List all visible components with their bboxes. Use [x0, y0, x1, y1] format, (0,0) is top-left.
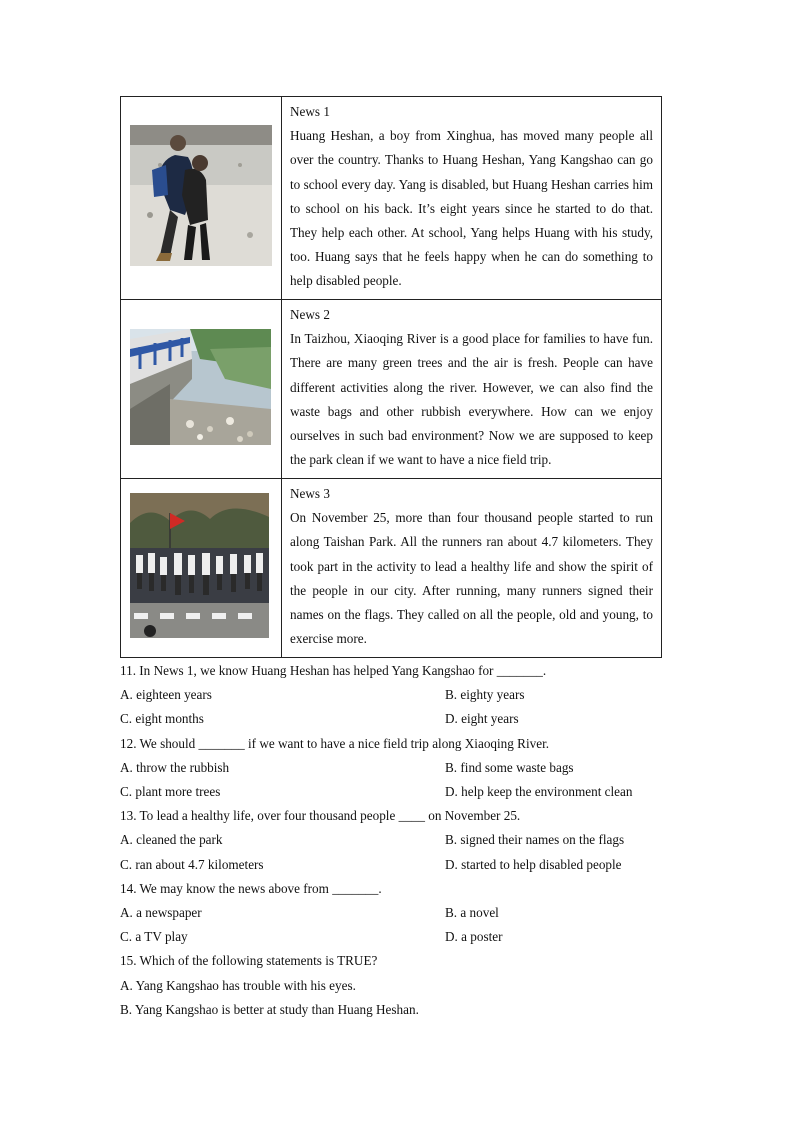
questions-section [120, 659, 660, 1022]
river-bridge-photo [130, 329, 271, 445]
question-14-options-row-1 [120, 901, 660, 925]
question-12-option-a: A. throw the rubbish [120, 759, 230, 775]
news-row-1 [121, 97, 662, 300]
news-2-image-cell [121, 300, 282, 479]
news-row-2 [121, 300, 662, 479]
question-14-option-b: B. a novel [445, 905, 499, 921]
news-3-text-cell [282, 479, 662, 658]
question-11-option-d: D. eight years [445, 711, 519, 727]
question-12-option-b: B. find some waste bags [445, 759, 574, 775]
question-12-stem: 12. We should _______ if we want to have a nice field trip along Xiaoqing River. [120, 735, 550, 751]
news-2-title: News 2 [290, 307, 330, 322]
question-12-options-row-2 [120, 780, 660, 804]
news-3-title: News 3 [290, 486, 330, 501]
marathon-runners-photo [130, 493, 269, 638]
question-14-options-row-2 [120, 925, 660, 949]
question-11-stem: 11. In News 1, we know Huang Heshan has helped Yang Kangshao for _______. [120, 663, 547, 678]
question-14-option-d: D. a poster [445, 929, 503, 945]
question-15-option-a: A. Yang Kangshao has trouble with his eyes. [120, 977, 356, 993]
question-11-option-a: A. eighteen years [120, 687, 212, 703]
news-1-body: Huang Heshan, a boy from Xinghua, has moved many people all over the country. Thanks to Huang Heshan, Yang Kangshao can go to school every day. Yang is disabled, but Huang Heshan carries him to school on his back. It’s eight years since he started to do that. They help each other. At school, Yang helps Huang with his study, too. Huang says that he feels happy when he can do something to help disabled people. [290, 128, 653, 289]
news-1-image-cell [121, 97, 282, 300]
question-12-options-row-1 [120, 756, 660, 780]
question-11-options-row-2 [120, 707, 660, 731]
news-3-image-cell [121, 479, 282, 658]
news-table [120, 96, 662, 658]
question-11-option-c: C. eight months [120, 711, 204, 727]
question-14-stem: 14. We may know the news above from _______. [120, 880, 382, 896]
news-2-text-cell [282, 300, 662, 479]
question-13-option-d: D. started to help disabled people [445, 856, 622, 872]
question-13-option-c: C. ran about 4.7 kilometers [120, 856, 264, 872]
question-14-option-a: A. a newspaper [120, 905, 202, 921]
question-15-stem: 15. Which of the following statements is TRUE? [120, 953, 378, 969]
news-1-title: News 1 [290, 104, 330, 119]
question-12-option-d: D. help keep the environment clean [445, 784, 633, 800]
question-13-options-row-1 [120, 828, 660, 852]
news-2-body: In Taizhou, Xiaoqing River is a good place for families to have fun. There are many green trees and the air is fresh. People can have different activities along the river. However, we can also find the waste bags and other rubbish everywhere. How can we enjoy ourselves in such bad environment? Now we are supposed to keep the park clean if we want to have a nice field trip. [290, 331, 653, 468]
news-row-3 [121, 479, 662, 658]
question-13-stem: 13. To lead a healthy life, over four thousand people ____ on November 25. [120, 808, 521, 824]
question-13-option-a: A. cleaned the park [120, 832, 223, 848]
news-1-text-cell [282, 97, 662, 300]
question-11-option-b: B. eighty years [445, 687, 525, 703]
question-13-option-b: B. signed their names on the flags [445, 832, 625, 848]
question-12-option-c: C. plant more trees [120, 784, 221, 800]
question-13-options-row-2 [120, 853, 660, 877]
news-3-body: On November 25, more than four thousand people started to run along Taishan Park. All the runners ran about 4.7 kilometers. They took part in the activity to lead a healthy life and show the spirit of the people in our city. After running, many runners signed their names on the flags. They called on all the people, old and young, to exercise more. [290, 510, 653, 647]
question-14-option-c: C. a TV play [120, 929, 188, 945]
question-15-option-b: B. Yang Kangshao is better at study than Huang Heshan. [120, 1001, 419, 1017]
boy-carrying-boy-photo [130, 125, 272, 266]
question-11-options-row-1 [120, 683, 660, 707]
